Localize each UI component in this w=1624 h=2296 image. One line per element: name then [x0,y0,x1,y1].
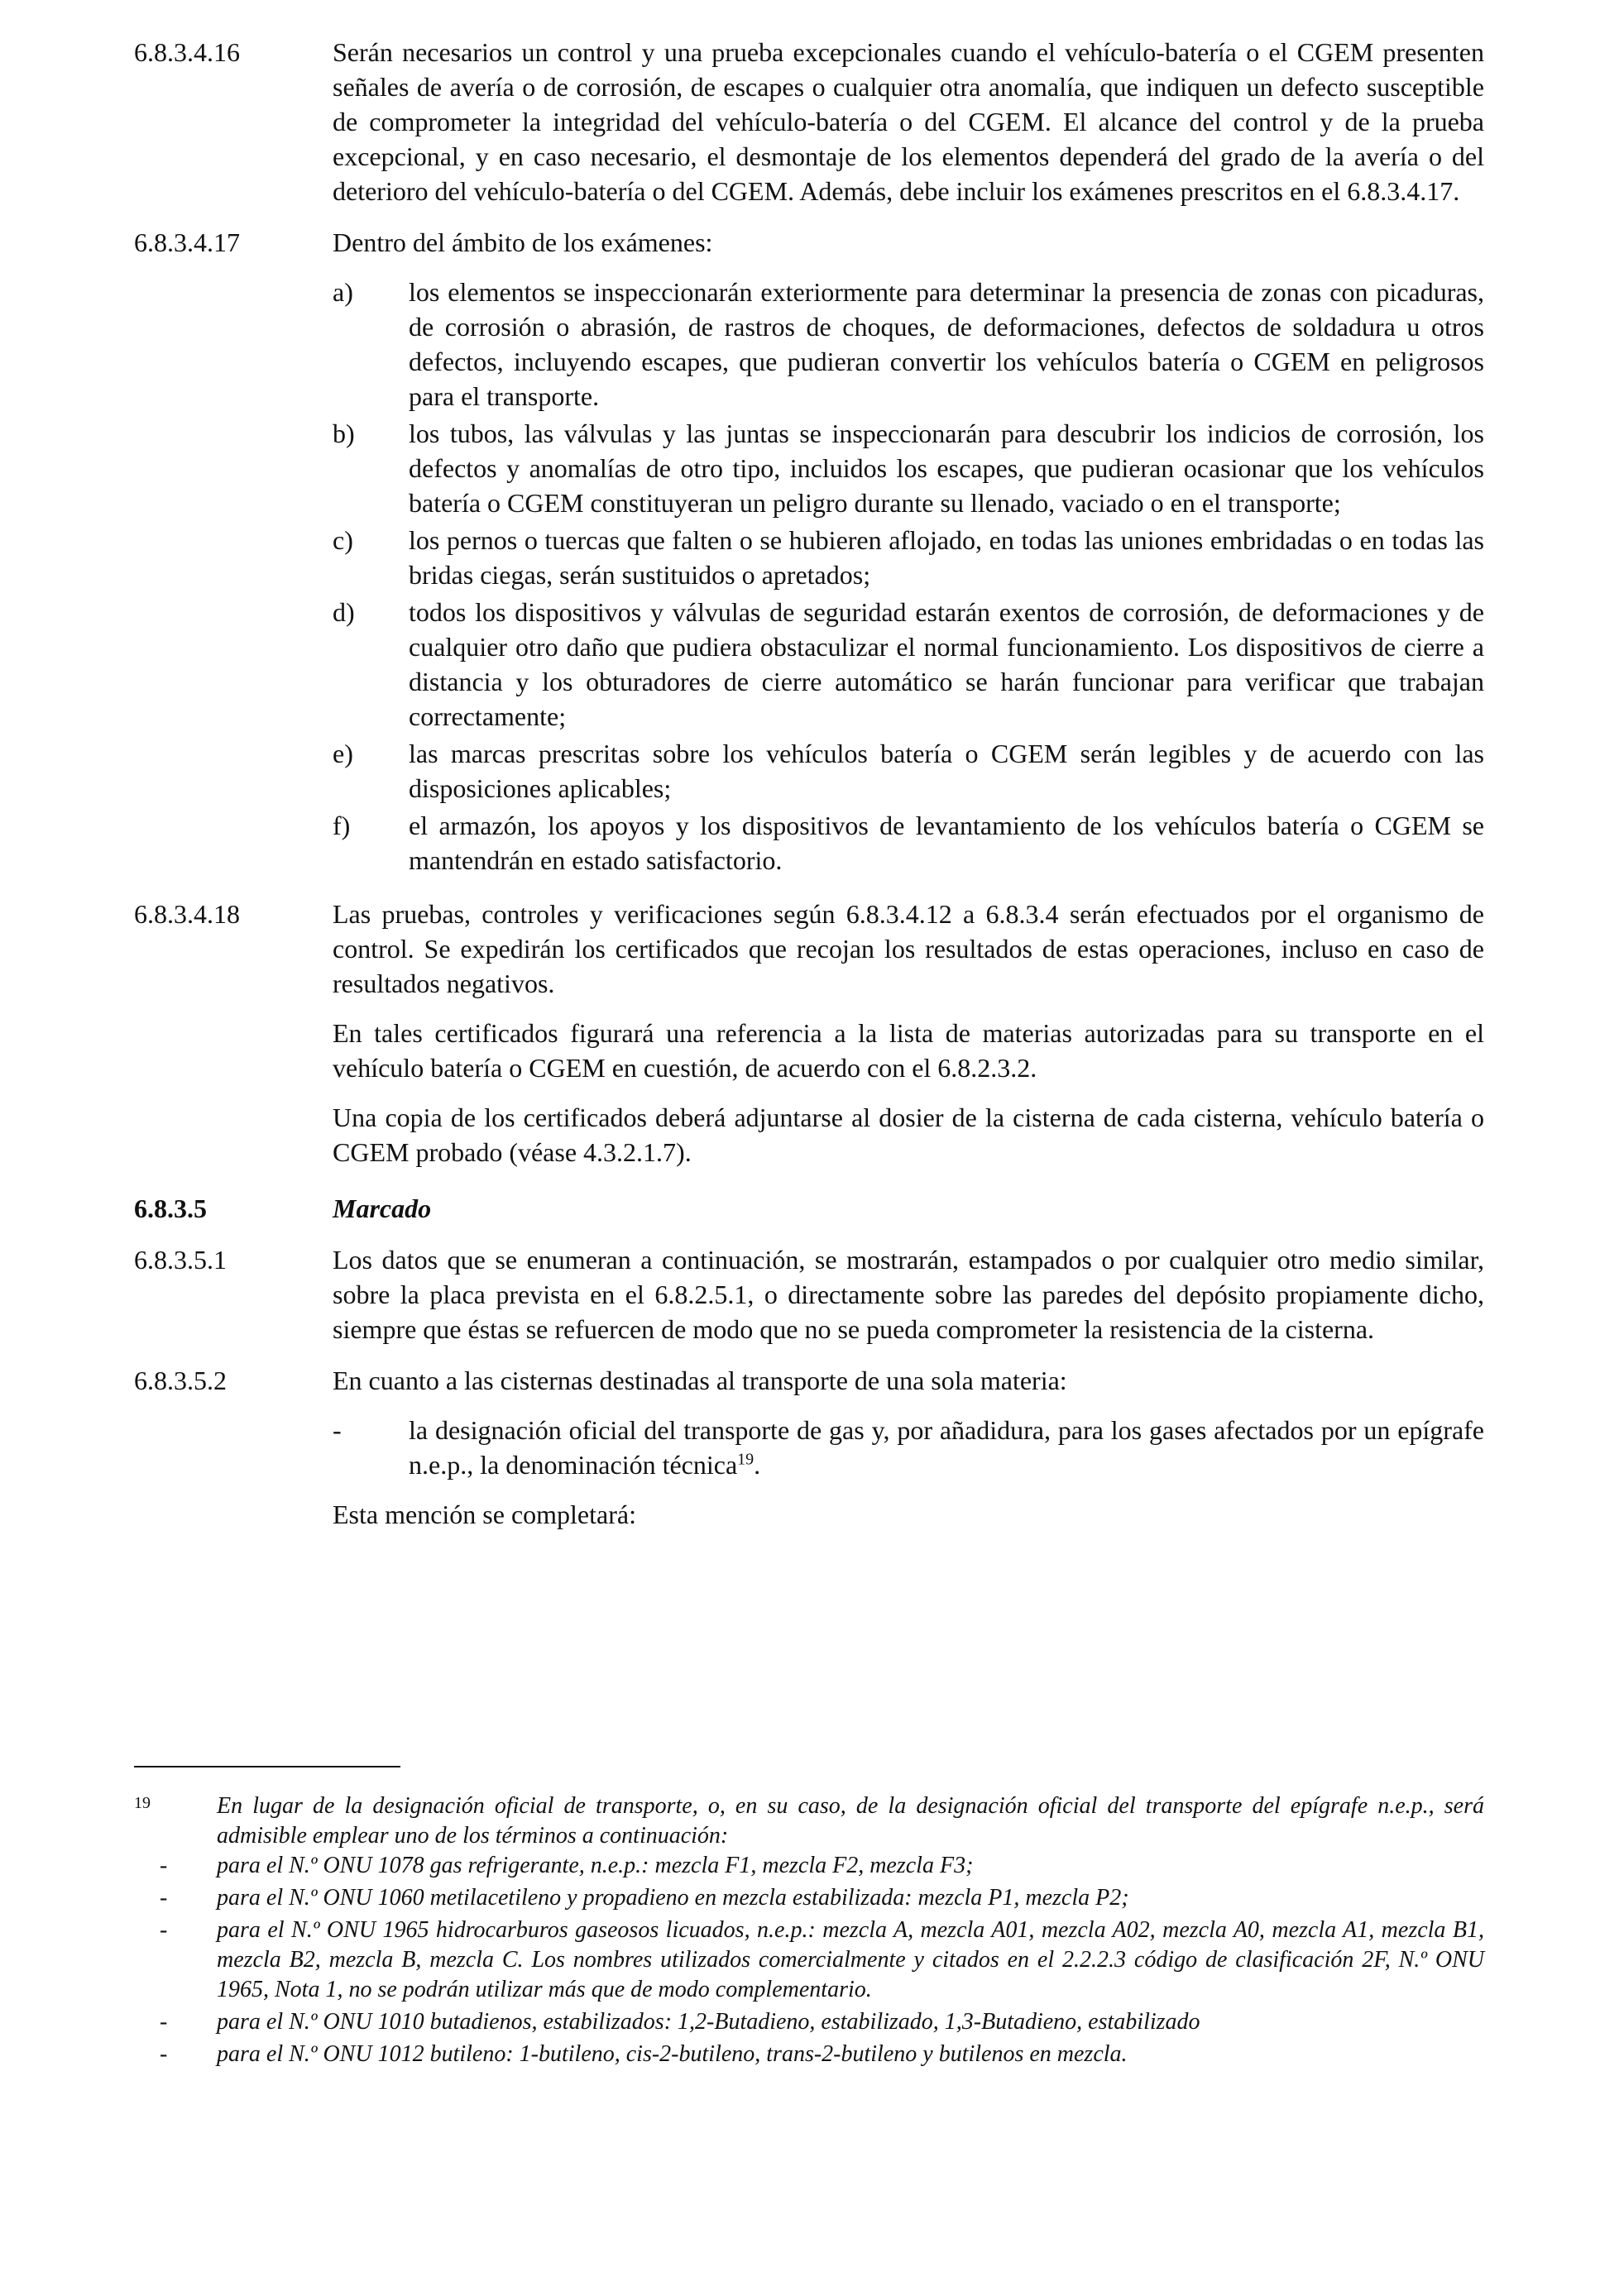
item-text-main: la designación oficial del transporte de gas y, por añadidura, para los gases afectados por un epígrafe n.e.p., la denominación técnica [409,1415,1484,1480]
footnote-item [134,2040,1484,2069]
section-6-8-3-4-16 [134,35,1484,208]
footnote-item-text: para el N.º ONU 1078 gas refrigerante, n.e.p.: mezcla F1, mezcla F2, mezcla F3; [217,1853,974,1878]
item-text: las marcas prescritas sobre los vehículos batería o CGEM serán legibles y de acuerdo con las disposiciones aplicables; [409,739,1484,803]
footnote-19 [134,1791,1484,2072]
item-text: los elementos se inspeccionarán exteriormente para determinar la presencia de zonas con picaduras, de corrosión o abrasión, de rastros de choques, de deformaciones, defectos de soldadura u otros defectos, incluyendo escapes, que pudieran convertir los vehículos batería o CGEM en peligrosos para el transporte. [409,277,1484,411]
section-number: 6.8.3.5.2 [134,1366,227,1395]
item-text-end: . [754,1450,761,1480]
exam-list [333,275,1484,878]
footnote-intro-row [134,1791,1484,1851]
footnote-dash: - [160,1853,168,1878]
footnote-item [134,1916,1484,2005]
footnote-item [134,2007,1484,2037]
list-item [333,808,1484,878]
footnote-dash: - [160,1917,168,1943]
heading-number: 6.8.3.5 [134,1193,207,1223]
section-6-8-3-4-18 [134,897,1484,1170]
section-paragraph: Los datos que se enumeran a continuación, se mostrarán, estampados o por cualquier otro medio similar, sobre la placa prevista en el 6.8.2.5.1, o directamente sobre las paredes del depósito propiamente dicho, siempre que éstas se refuercen de modo que no se pueda comprometer la resistencia de la cisterna. [333,1245,1484,1344]
section-paragraph: Esta mención se completará: [333,1500,636,1529]
heading-title: Marcado [333,1193,432,1223]
footnote-ref: 19 [737,1450,755,1469]
item-label: f) [333,811,351,840]
item-text [409,1413,1484,1482]
footnote-intro: En lugar de la designación oficial de transporte, o, en su caso, de la designación oficial del transporte del epígrafe n.e.p., será admisible emplear uno de los términos a continuación: [217,1793,1484,1849]
section-paragraph: Serán necesarios un control y una prueba excepcionales cuando el vehículo-batería o el CGEM presenten señales de avería o de corrosión, de escapes o cualquier otra anomalía, que indiquen un defecto susceptible de comprometer la integridad del vehículo-batería o del CGEM. El alcance del control y de la prueba excepcional, y en caso necesario, el desmontaje de los elementos dependerá del grado de la avería o del deterioro del vehículo-batería o del CGEM. Además, debe incluir los exámenes prescritos en el 6.8.3.4.17. [333,37,1484,206]
section-number: 6.8.3.4.18 [134,899,240,929]
footnote-separator [134,1766,400,1767]
list-item [333,595,1484,734]
footnote-item [134,1851,1484,1881]
main-text [134,35,1484,1548]
item-label: a) [333,277,353,307]
footnote-item [134,1883,1484,1913]
item-dash: - [333,1415,342,1445]
footnote-dash: - [160,2009,168,2035]
item-text: los tubos, las válvulas y las juntas se inspeccionarán para descubrir los indicios de corrosión, los defectos y anomalías de otro tipo, incluidos los escapes, que pudieran ocasionar que los vehículos batería o CGEM constituyeran un peligro durante su llenado, vaciado o en el transporte; [409,419,1484,518]
footnote-mark: 19 [134,1794,151,1812]
footnote-item-text: para el N.º ONU 1965 hidrocarburos gaseosos licuados, n.e.p.: mezcla A, mezcla A01, mezcla A02, mezcla A0, mezcla A1, mezcla B1, mezcla B2, mezcla B, mezcla C. Los nombres utilizados comercialmente y citados en el 2.2.2.3 código de clasificación 2F, N.º ONU 1965, Nota 1, no se podrán utilizar más que de modo complementario. [217,1917,1484,2002]
footnote-dash: - [160,2041,168,2067]
item-label: e) [333,739,353,768]
item-text: el armazón, los apoyos y los dispositivos de levantamiento de los vehículos batería o CGEM se mantendrán en estado satisfactorio. [409,811,1484,875]
heading-6-8-3-5 [134,1191,1484,1226]
footnote-item-text: para el N.º ONU 1060 metilacetileno y propadieno en mezcla estabilizada: mezcla P1, mezcla P2; [217,1885,1129,1911]
list-item [333,736,1484,806]
section-intro: Dentro del ámbito de los exámenes: [333,227,713,257]
item-label: c) [333,525,353,555]
section-paragraph: Una copia de los certificados deberá adjuntarse al dosier de la cisterna de cada cisterna, vehículo batería o CGEM probado (véase 4.3.2.1.7). [333,1103,1484,1167]
item-label: d) [333,597,355,627]
section-paragraph: En tales certificados figurará una referencia a la lista de materias autorizadas para su transporte en el vehículo batería o CGEM en cuestión, de acuerdo con el 6.8.2.3.2. [333,1018,1484,1083]
item-text: todos los dispositivos y válvulas de seguridad estarán exentos de corrosión, de deformaciones y de cualquier otro daño que pudiera obstaculizar el normal funcionamiento. Los dispositivos de cierre a distancia y los obturadores de cierre automático se harán funcionar para verificar que trabajan correctamente; [409,597,1484,731]
list-item [333,275,1484,414]
section-6-8-3-5-1 [134,1242,1484,1347]
footnote-item-text: para el N.º ONU 1012 butileno: 1-butileno, cis-2-butileno, trans-2-butileno y butilenos en mezcla. [217,2041,1128,2067]
section-6-8-3-4-17 [134,225,1484,880]
section-number: 6.8.3.5.1 [134,1245,227,1275]
list-item [333,523,1484,592]
footnote-item-text: para el N.º ONU 1010 butadienos, estabilizados: 1,2-Butadieno, estabilizado, 1,3-Butadieno, estabilizado [217,2009,1200,2035]
section-number: 6.8.3.4.16 [134,37,240,67]
section-number: 6.8.3.4.17 [134,227,240,257]
list-item [333,416,1484,520]
list-item [333,1413,1484,1482]
item-text: los pernos o tuercas que falten o se hubieren aflojado, en todas las uniones embridadas o en todas las bridas ciegas, serán sustituidos o apretados; [409,525,1484,590]
item-label: b) [333,419,355,448]
footnote-dash: - [160,1885,168,1911]
section-intro: En cuanto a las cisternas destinadas al transporte de una sola materia: [333,1366,1067,1395]
section-paragraph: Las pruebas, controles y verificaciones según 6.8.3.4.12 a 6.8.3.4 serán efectuados por el organismo de control. Se expedirán los certificados que recojan los resultados de estas operaciones, incluso en caso de resultados negativos. [333,899,1484,998]
section-6-8-3-5-2 [134,1363,1484,1532]
